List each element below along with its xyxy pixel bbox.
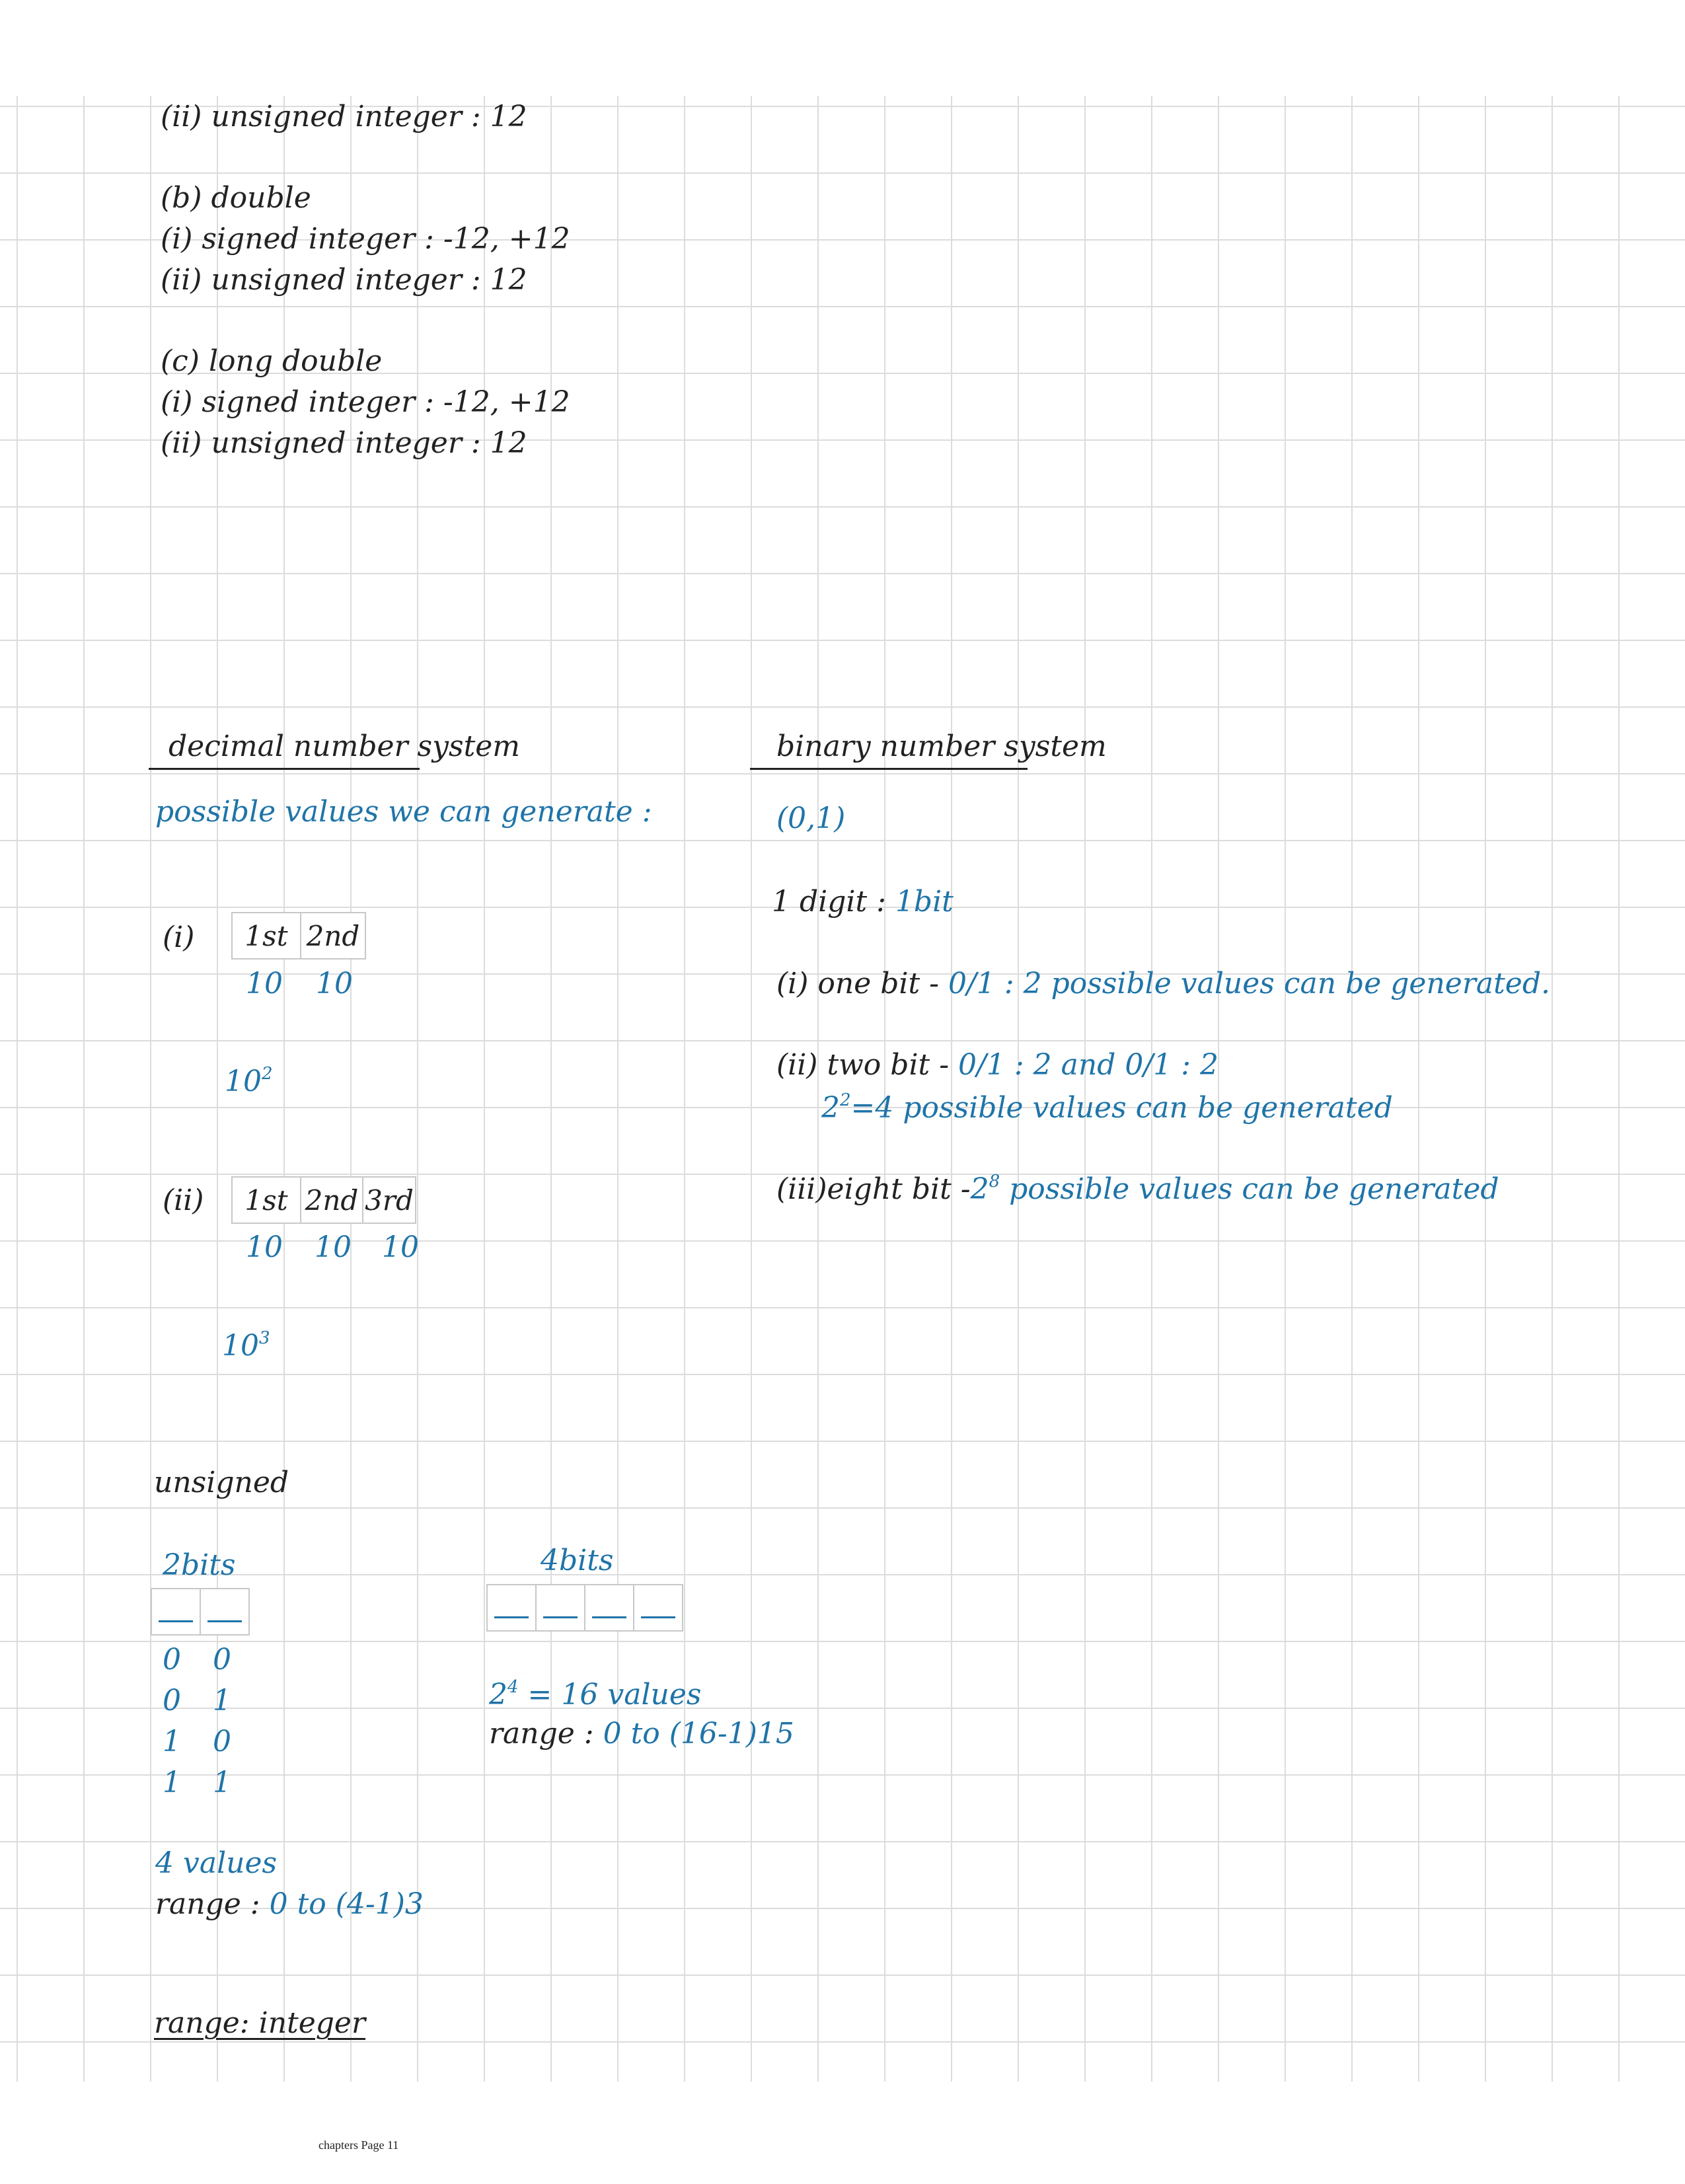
decimal-case1-result-base: 10 <box>225 1065 262 1098</box>
four-bits-slot-1 <box>486 1584 537 1632</box>
two-bits-row-2-bit-1: 0 <box>163 1684 181 1717</box>
two-bits-row-3-bit-1: 1 <box>163 1725 181 1758</box>
decimal-case1-label: (i) <box>163 921 195 954</box>
two-bits-row-1-bit-1: 0 <box>163 1643 181 1676</box>
binary-two-bit-line <box>776 1048 1218 1082</box>
four-bits-base: 2 <box>489 1678 507 1712</box>
binary-digits: (0,1) <box>776 802 846 835</box>
two-bits-row-4-bit-1: 1 <box>163 1766 181 1799</box>
decimal-case2-result-exponent: 3 <box>259 1328 270 1348</box>
decimal-case1-result-exponent: 2 <box>262 1064 273 1084</box>
two-bits-label: 2bits <box>163 1548 236 1582</box>
decimal-case2-cell-3: 3rd <box>362 1176 416 1224</box>
b-unsigned-integer: (ii) unsigned integer : 12 <box>161 263 527 297</box>
decimal-case1-count-1: 10 <box>246 967 283 1000</box>
two-bits-row-3-bit-2: 0 <box>213 1725 231 1758</box>
four-bits-slot-3 <box>584 1584 634 1632</box>
slot-dash <box>159 1620 193 1622</box>
decimal-intro: possible values we can generate : <box>155 795 652 829</box>
binary-one-bit-value: 0/1 : 2 possible values can be generated. <box>948 967 1550 1000</box>
decimal-case2-count-3: 10 <box>382 1230 419 1264</box>
decimal-case2-result-base: 10 <box>222 1329 259 1363</box>
range-integer-heading: range: integer <box>154 2006 365 2040</box>
two-bits-range-label: range : <box>155 1887 270 1921</box>
page-footer: chapters Page 11 <box>318 2138 399 2152</box>
two-bits-row-4-bit-2: 1 <box>213 1766 231 1799</box>
c-unsigned-integer: (ii) unsigned integer : 12 <box>161 426 527 460</box>
decimal-case2-cell-2: 2nd <box>300 1176 363 1224</box>
binary-one-bit-line <box>776 969 1550 998</box>
binary-two-bit-base: 2 <box>821 1091 840 1125</box>
binary-eight-bit-exponent: 8 <box>989 1172 1000 1191</box>
c-heading: (c) long double <box>161 344 383 378</box>
binary-two-bit-label: (ii) two bit - <box>776 1048 959 1082</box>
four-bits-values-text: = 16 values <box>518 1678 702 1712</box>
slot-dash <box>592 1616 626 1618</box>
two-bits-slot-1 <box>151 1588 201 1636</box>
slot-dash <box>207 1620 242 1622</box>
two-bits-slot-2 <box>200 1588 250 1636</box>
binary-two-bit-result <box>821 1092 1393 1123</box>
binary-two-bit-exponent: 2 <box>840 1090 851 1110</box>
four-bits-exponent: 4 <box>507 1677 519 1697</box>
slot-dash <box>543 1616 578 1618</box>
slot-dash <box>494 1616 529 1618</box>
two-bits-row-1-bit-2: 0 <box>213 1643 231 1676</box>
b-heading: (b) double <box>161 181 311 215</box>
two-bits-values: 4 values <box>155 1846 278 1880</box>
decimal-case2-cell-1: 1st <box>231 1176 301 1224</box>
decimal-case1-cell-1: 1st <box>231 912 301 960</box>
four-bits-values <box>489 1678 701 1710</box>
binary-one-bit-label: (i) one bit - <box>776 967 949 1000</box>
four-bits-slot-2 <box>535 1584 585 1632</box>
binary-digit-line <box>772 887 954 917</box>
four-bits-slot-4 <box>633 1584 683 1632</box>
binary-digit-value: 1bit <box>895 885 954 919</box>
four-bits-range-label: range : <box>489 1717 603 1751</box>
binary-digit-label: 1 digit : <box>772 885 895 919</box>
binary-two-bit-result-text: =4 possible values can be generated <box>850 1091 1393 1125</box>
binary-eight-bit-label: (iii)eight bit - <box>776 1172 971 1206</box>
decimal-case1-result <box>225 1065 273 1096</box>
binary-eight-bit-base: 2 <box>970 1172 989 1206</box>
binary-eight-bit-line <box>776 1173 1499 1204</box>
unsigned-heading: unsigned <box>154 1466 289 1499</box>
two-bits-range <box>155 1887 424 1921</box>
decimal-case1-count-2: 10 <box>316 967 353 1000</box>
four-bits-range-value: 0 to (16-1)15 <box>603 1717 794 1751</box>
decimal-case2-count-2: 10 <box>315 1230 352 1264</box>
slot-dash <box>641 1616 675 1618</box>
binary-two-bit-value: 0/1 : 2 and 0/1 : 2 <box>958 1048 1218 1082</box>
four-bits-label: 4bits <box>541 1544 614 1577</box>
binary-eight-bit-result: possible values can be generated <box>1000 1172 1499 1206</box>
a-unsigned-integer: (ii) unsigned integer : 12 <box>161 100 527 133</box>
decimal-case2-label: (ii) <box>163 1184 204 1217</box>
decimal-heading: decimal number system <box>149 732 420 770</box>
b-signed-integer: (i) signed integer : -12, +12 <box>161 222 570 256</box>
decimal-case2-result <box>222 1330 270 1361</box>
decimal-case1-cell-2: 2nd <box>300 912 366 960</box>
decimal-case2-count-1: 10 <box>246 1230 283 1264</box>
two-bits-row-2-bit-2: 1 <box>213 1684 231 1717</box>
c-signed-integer: (i) signed integer : -12, +12 <box>161 385 570 419</box>
binary-heading: binary number system <box>750 732 1028 770</box>
four-bits-range <box>489 1719 794 1749</box>
two-bits-range-value: 0 to (4-1)3 <box>269 1887 424 1921</box>
